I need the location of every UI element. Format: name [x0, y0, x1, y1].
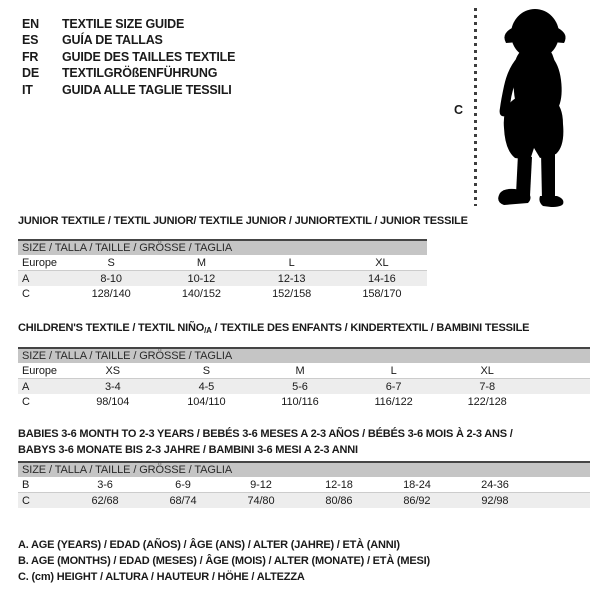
cell: L — [247, 255, 337, 271]
cell: M — [156, 255, 246, 271]
lang-row-fr — [22, 49, 235, 65]
row-label: C — [18, 493, 66, 509]
lang-label: TEXTILGRÖßENFÜHRUNG — [62, 66, 218, 81]
cell: 12-18 — [300, 477, 378, 493]
cell: 8-10 — [66, 271, 156, 287]
table-row — [18, 394, 590, 409]
cell: 3-6 — [66, 477, 144, 493]
table-row — [18, 363, 590, 379]
title-line-2: BABYS 3-6 MONATE BIS 2-3 JAHRE / BAMBINI 3-6 MESI A 2-3 ANNI — [18, 443, 358, 456]
measurement-legend — [18, 537, 430, 585]
legend-line-a: A. AGE (YEARS) / EDAD (AÑOS) / ÂGE (ANS) / ALTER (JAHRE) / ETÀ (ANNI) — [18, 539, 400, 551]
row-label: C — [22, 395, 30, 408]
cell: 86/92 — [378, 493, 456, 509]
title-part: CHILDREN'S TEXTILE / TEXTIL NIÑO — [18, 322, 205, 334]
cell: 98/104 — [96, 395, 130, 408]
height-measure-dotted-line — [474, 8, 477, 206]
cell: 92/98 — [456, 493, 534, 509]
babies-table-title — [18, 427, 513, 458]
cell: 12-13 — [247, 271, 337, 287]
cell: XL — [337, 255, 427, 271]
size-header-bar — [18, 240, 427, 255]
cell: 14-16 — [337, 271, 427, 287]
cell: 68/74 — [144, 493, 222, 509]
lang-row-en — [22, 16, 235, 32]
height-measure-label: C — [454, 103, 464, 117]
cell: XL — [440, 363, 534, 379]
cell: S — [160, 363, 254, 379]
cell: 9-12 — [222, 477, 300, 493]
size-header-label: SIZE / TALLA / TAILLE / GRÖSSE / TAGLIA — [18, 462, 590, 477]
row-label: A — [18, 379, 66, 395]
size-header-bar — [18, 462, 590, 477]
children-table-title — [18, 322, 529, 335]
size-header-bar — [18, 348, 590, 363]
cell: 6-9 — [144, 477, 222, 493]
lang-code: EN — [22, 17, 39, 31]
table-row — [18, 379, 590, 395]
cell: 104/110 — [187, 395, 226, 408]
cell: 18-24 — [378, 477, 456, 493]
cell: 128/140 — [91, 287, 131, 300]
lang-row-es — [22, 32, 235, 48]
cell: 62/68 — [66, 493, 144, 509]
language-title-list — [22, 16, 235, 98]
cell: 110/116 — [281, 395, 319, 408]
title-part: / TEXTILE DES ENFANTS / KINDERTEXTIL / BAMBINI TESSILE — [211, 322, 530, 334]
cell: 4-5 — [160, 379, 254, 395]
cell: 10-12 — [156, 271, 246, 287]
babies-size-table — [18, 461, 590, 508]
cell: 116/122 — [374, 395, 413, 408]
spacer-cell — [534, 379, 590, 395]
cell: 7-8 — [440, 379, 534, 395]
row-label: C — [22, 287, 30, 300]
lang-label: GUÍA DE TALLAS — [62, 33, 163, 48]
cell: XS — [66, 363, 160, 379]
row-label: B — [18, 477, 66, 493]
lang-code: IT — [22, 82, 33, 97]
junior-size-table — [18, 239, 427, 301]
cell: L — [347, 363, 441, 379]
lang-code: FR — [22, 49, 39, 64]
lang-label: TEXTILE SIZE GUIDE — [62, 17, 185, 31]
toddler-silhouette-icon — [492, 8, 580, 208]
cell: M — [253, 363, 347, 379]
cell: 3-4 — [66, 379, 160, 395]
table-row — [18, 271, 427, 287]
row-label: Europe — [18, 255, 66, 271]
lang-row-de — [22, 65, 235, 81]
title-subscript: /A — [204, 326, 212, 335]
lang-code: DE — [22, 66, 39, 81]
cell: 6-7 — [347, 379, 441, 395]
row-label: A — [18, 271, 66, 287]
lang-code: ES — [22, 33, 39, 48]
cell: 24-36 — [456, 477, 534, 493]
cell: S — [66, 255, 156, 271]
size-header-label: SIZE / TALLA / TAILLE / GRÖSSE / TAGLIA — [18, 240, 427, 255]
table-row — [18, 255, 427, 271]
cell: 80/86 — [300, 493, 378, 509]
cell: 152/158 — [272, 287, 312, 300]
lang-label: GUIDA ALLE TAGLIE TESSILI — [62, 82, 232, 97]
cell: 5-6 — [253, 379, 347, 395]
spacer-cell — [534, 477, 590, 493]
row-label: Europe — [18, 363, 66, 379]
spacer-cell — [534, 394, 590, 409]
size-header-label: SIZE / TALLA / TAILLE / GRÖSSE / TAGLIA — [18, 348, 590, 363]
title-line-1: BABIES 3-6 MONTH TO 2-3 YEARS / BEBÉS 3-6 MESES A 2-3 AÑOS / BÉBÉS 3-6 MOIS À 2-3 ANS / — [18, 428, 513, 440]
table-row — [18, 477, 590, 493]
lang-row-it — [22, 82, 235, 98]
table-row — [18, 286, 427, 301]
legend-line-c: C. (cm) HEIGHT / ALTURA / HAUTEUR / HÖHE / ALTEZZA — [18, 571, 305, 583]
spacer-cell — [534, 493, 590, 509]
lang-label: GUIDE DES TAILLES TEXTILE — [62, 49, 236, 64]
cell: 122/128 — [467, 395, 507, 408]
junior-table-title: JUNIOR TEXTILE / TEXTIL JUNIOR/ TEXTILE JUNIOR / JUNIORTEXTIL / JUNIOR TESSILE — [18, 215, 468, 227]
legend-line-b: B. AGE (MONTHS) / EDAD (MESES) / ÂGE (MOIS) / ALTER (MONATE) / ETÀ (MESI) — [18, 555, 430, 567]
children-size-table — [18, 347, 590, 409]
cell: 158/170 — [362, 287, 402, 300]
cell: 74/80 — [222, 493, 300, 509]
spacer-cell — [534, 363, 590, 379]
cell: 140/152 — [181, 287, 221, 300]
table-row — [18, 493, 590, 509]
